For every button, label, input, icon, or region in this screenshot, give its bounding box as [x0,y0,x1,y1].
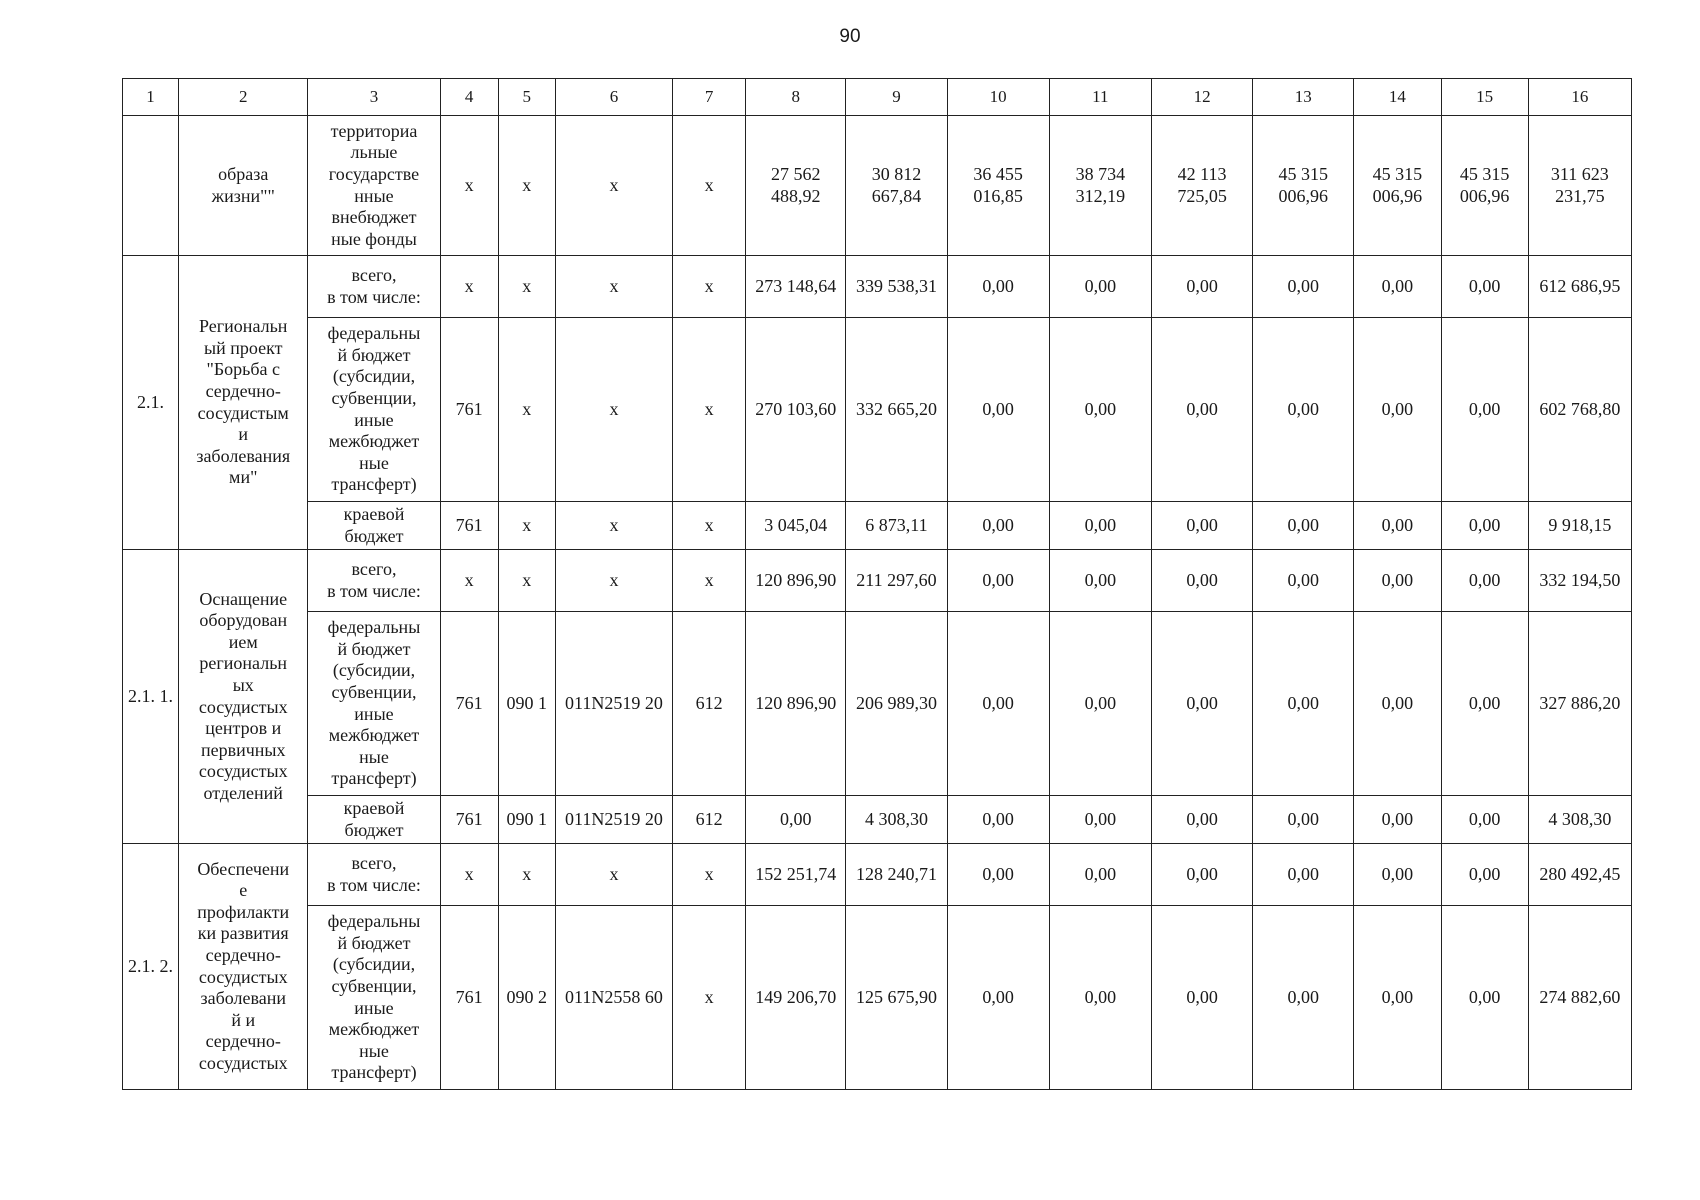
amount-cell: 0,00 [947,906,1049,1090]
amount-cell: 0,00 [1151,906,1252,1090]
column-number: 14 [1354,79,1441,116]
amount-cell: 45 315 006,96 [1354,116,1441,256]
total-amount-cell: 332 194,50 [1528,550,1631,612]
amount-cell: 0,00 [1049,318,1151,502]
amount-cell: 0,00 [1253,844,1354,906]
amount-cell: 0,00 [947,550,1049,612]
total-amount-cell: 4 308,30 [1528,796,1631,844]
column-number: 1 [123,79,179,116]
amount-cell: 0,00 [1151,844,1252,906]
amount-cell: 0,00 [1253,906,1354,1090]
budget-code-cell: 761 [440,906,498,1090]
column-number: 15 [1441,79,1528,116]
item-number: 2.1. [123,256,179,550]
amount-cell: 0,00 [947,612,1049,796]
column-number: 6 [555,79,672,116]
column-number: 12 [1151,79,1252,116]
section-code-cell: x [498,550,555,612]
amount-cell: 0,00 [1354,612,1441,796]
total-amount-cell: 311 623 231,75 [1528,116,1631,256]
column-number: 11 [1049,79,1151,116]
column-number: 2 [179,79,308,116]
item-name: Региональн ый проект "Борьба с сердечно- сосудистым и заболевания ми" [179,256,308,550]
section-code-cell: x [498,116,555,256]
amount-cell: 0,00 [1354,502,1441,550]
amount-cell: 125 675,90 [846,906,947,1090]
amount-cell: 128 240,71 [846,844,947,906]
total-amount-cell: 9 918,15 [1528,502,1631,550]
target-code-cell: x [555,318,672,502]
table-row [123,844,1632,906]
target-code-cell: x [555,550,672,612]
amount-cell: 0,00 [1049,502,1151,550]
budget-code-cell: 761 [440,612,498,796]
item-number: 2.1. 1. [123,550,179,844]
budget-code-cell: x [440,256,498,318]
amount-cell: 120 896,90 [746,612,846,796]
funding-source: всего, в том числе: [308,550,440,612]
amount-cell: 0,00 [1253,612,1354,796]
amount-cell: 339 538,31 [846,256,947,318]
target-code-cell: x [555,256,672,318]
amount-cell: 0,00 [1253,256,1354,318]
amount-cell: 0,00 [1354,844,1441,906]
funding-source: краевой бюджет [308,502,440,550]
total-amount-cell: 280 492,45 [1528,844,1631,906]
amount-cell: 0,00 [1151,318,1252,502]
total-amount-cell: 602 768,80 [1528,318,1631,502]
column-number: 7 [673,79,746,116]
table-row [123,612,1632,796]
amount-cell: 0,00 [1441,906,1528,1090]
amount-cell: 0,00 [947,796,1049,844]
target-code-cell: 011N2519 20 [555,796,672,844]
amount-cell: 206 989,30 [846,612,947,796]
amount-cell: 0,00 [1354,796,1441,844]
item-name: образа жизни"" [179,116,308,256]
budget-code-cell: x [440,116,498,256]
expense-type-cell: 612 [673,796,746,844]
section-code-cell: 090 2 [498,906,555,1090]
amount-cell: 0,00 [1354,906,1441,1090]
total-amount-cell: 327 886,20 [1528,612,1631,796]
table-row [123,256,1632,318]
total-amount-cell: 612 686,95 [1528,256,1631,318]
item-number: 2.1. 2. [123,844,179,1090]
column-number: 4 [440,79,498,116]
table-row [123,502,1632,550]
amount-cell: 0,00 [1441,796,1528,844]
amount-cell: 0,00 [1049,612,1151,796]
expense-type-cell: x [673,318,746,502]
amount-cell: 0,00 [1253,502,1354,550]
amount-cell: 0,00 [1151,256,1252,318]
column-number: 8 [746,79,846,116]
amount-cell: 0,00 [947,318,1049,502]
amount-cell: 0,00 [1441,550,1528,612]
funding-source: краевой бюджет [308,796,440,844]
section-code-cell: 090 1 [498,796,555,844]
amount-cell: 0,00 [1049,550,1151,612]
amount-cell: 152 251,74 [746,844,846,906]
amount-cell: 0,00 [1049,906,1151,1090]
column-number: 9 [846,79,947,116]
budget-code-cell: 761 [440,318,498,502]
table-row [123,906,1632,1090]
amount-cell: 0,00 [1354,550,1441,612]
amount-cell: 0,00 [1253,796,1354,844]
expense-type-cell: x [673,906,746,1090]
expense-type-cell: x [673,116,746,256]
funding-source: федеральны й бюджет (субсидии, субвенции, иные межбюджет ные трансферт) [308,318,440,502]
budget-code-cell: x [440,844,498,906]
column-number: 3 [308,79,440,116]
funding-source: всего, в том числе: [308,256,440,318]
target-code-cell: 011N2519 20 [555,612,672,796]
amount-cell: 0,00 [947,256,1049,318]
table-row [123,550,1632,612]
column-number: 16 [1528,79,1631,116]
expense-type-cell: x [673,550,746,612]
amount-cell: 45 315 006,96 [1253,116,1354,256]
funding-source: федеральны й бюджет (субсидии, субвенции, иные межбюджет ные трансферт) [308,612,440,796]
amount-cell: 45 315 006,96 [1441,116,1528,256]
item-number [123,116,179,256]
amount-cell: 27 562 488,92 [746,116,846,256]
expense-type-cell: x [673,502,746,550]
expense-type-cell: x [673,256,746,318]
amount-cell: 332 665,20 [846,318,947,502]
section-code-cell: x [498,844,555,906]
column-number: 10 [947,79,1049,116]
amount-cell: 0,00 [1049,796,1151,844]
amount-cell: 211 297,60 [846,550,947,612]
amount-cell: 273 148,64 [746,256,846,318]
amount-cell: 42 113 725,05 [1151,116,1252,256]
amount-cell: 0,00 [1441,844,1528,906]
expense-type-cell: x [673,844,746,906]
amount-cell: 0,00 [1151,502,1252,550]
target-code-cell: x [555,502,672,550]
amount-cell: 0,00 [1151,612,1252,796]
amount-cell: 36 455 016,85 [947,116,1049,256]
amount-cell: 0,00 [746,796,846,844]
funding-source: федеральны й бюджет (субсидии, субвенции, иные межбюджет ные трансферт) [308,906,440,1090]
section-code-cell: x [498,502,555,550]
funding-source: территориа льные государстве нные внебюджет ные фонды [308,116,440,256]
expense-type-cell: 612 [673,612,746,796]
amount-cell: 38 734 312,19 [1049,116,1151,256]
target-code-cell: x [555,116,672,256]
budget-code-cell: 761 [440,502,498,550]
amount-cell: 0,00 [1354,318,1441,502]
amount-cell: 0,00 [1049,256,1151,318]
amount-cell: 0,00 [1441,256,1528,318]
amount-cell: 0,00 [1441,612,1528,796]
item-name: Оснащение оборудован ием региональн ых сосудистых центров и первичных сосудистых отделений [179,550,308,844]
column-number: 5 [498,79,555,116]
amount-cell: 0,00 [1049,844,1151,906]
amount-cell: 0,00 [947,502,1049,550]
budget-code-cell: x [440,550,498,612]
table-row [123,116,1632,256]
budget-table [122,78,1632,1090]
amount-cell: 0,00 [1354,256,1441,318]
amount-cell: 120 896,90 [746,550,846,612]
target-code-cell: x [555,844,672,906]
amount-cell: 4 308,30 [846,796,947,844]
section-code-cell: x [498,256,555,318]
funding-source: всего, в том числе: [308,844,440,906]
column-number: 13 [1253,79,1354,116]
amount-cell: 270 103,60 [746,318,846,502]
item-name: Обеспечени е профилакти ки развития сердечно- сосудистых заболевани й и сердечно- сосудистых [179,844,308,1090]
total-amount-cell: 274 882,60 [1528,906,1631,1090]
target-code-cell: 011N2558 60 [555,906,672,1090]
amount-cell: 0,00 [1253,550,1354,612]
amount-cell: 149 206,70 [746,906,846,1090]
amount-cell: 3 045,04 [746,502,846,550]
amount-cell: 0,00 [1151,550,1252,612]
amount-cell: 0,00 [947,844,1049,906]
column-number-row [123,79,1632,116]
amount-cell: 0,00 [1253,318,1354,502]
amount-cell: 0,00 [1441,318,1528,502]
amount-cell: 30 812 667,84 [846,116,947,256]
page-number: 90 [839,26,861,47]
section-code-cell: x [498,318,555,502]
budget-code-cell: 761 [440,796,498,844]
amount-cell: 0,00 [1151,796,1252,844]
table-row [123,318,1632,502]
amount-cell: 6 873,11 [846,502,947,550]
section-code-cell: 090 1 [498,612,555,796]
table-row [123,796,1632,844]
amount-cell: 0,00 [1441,502,1528,550]
